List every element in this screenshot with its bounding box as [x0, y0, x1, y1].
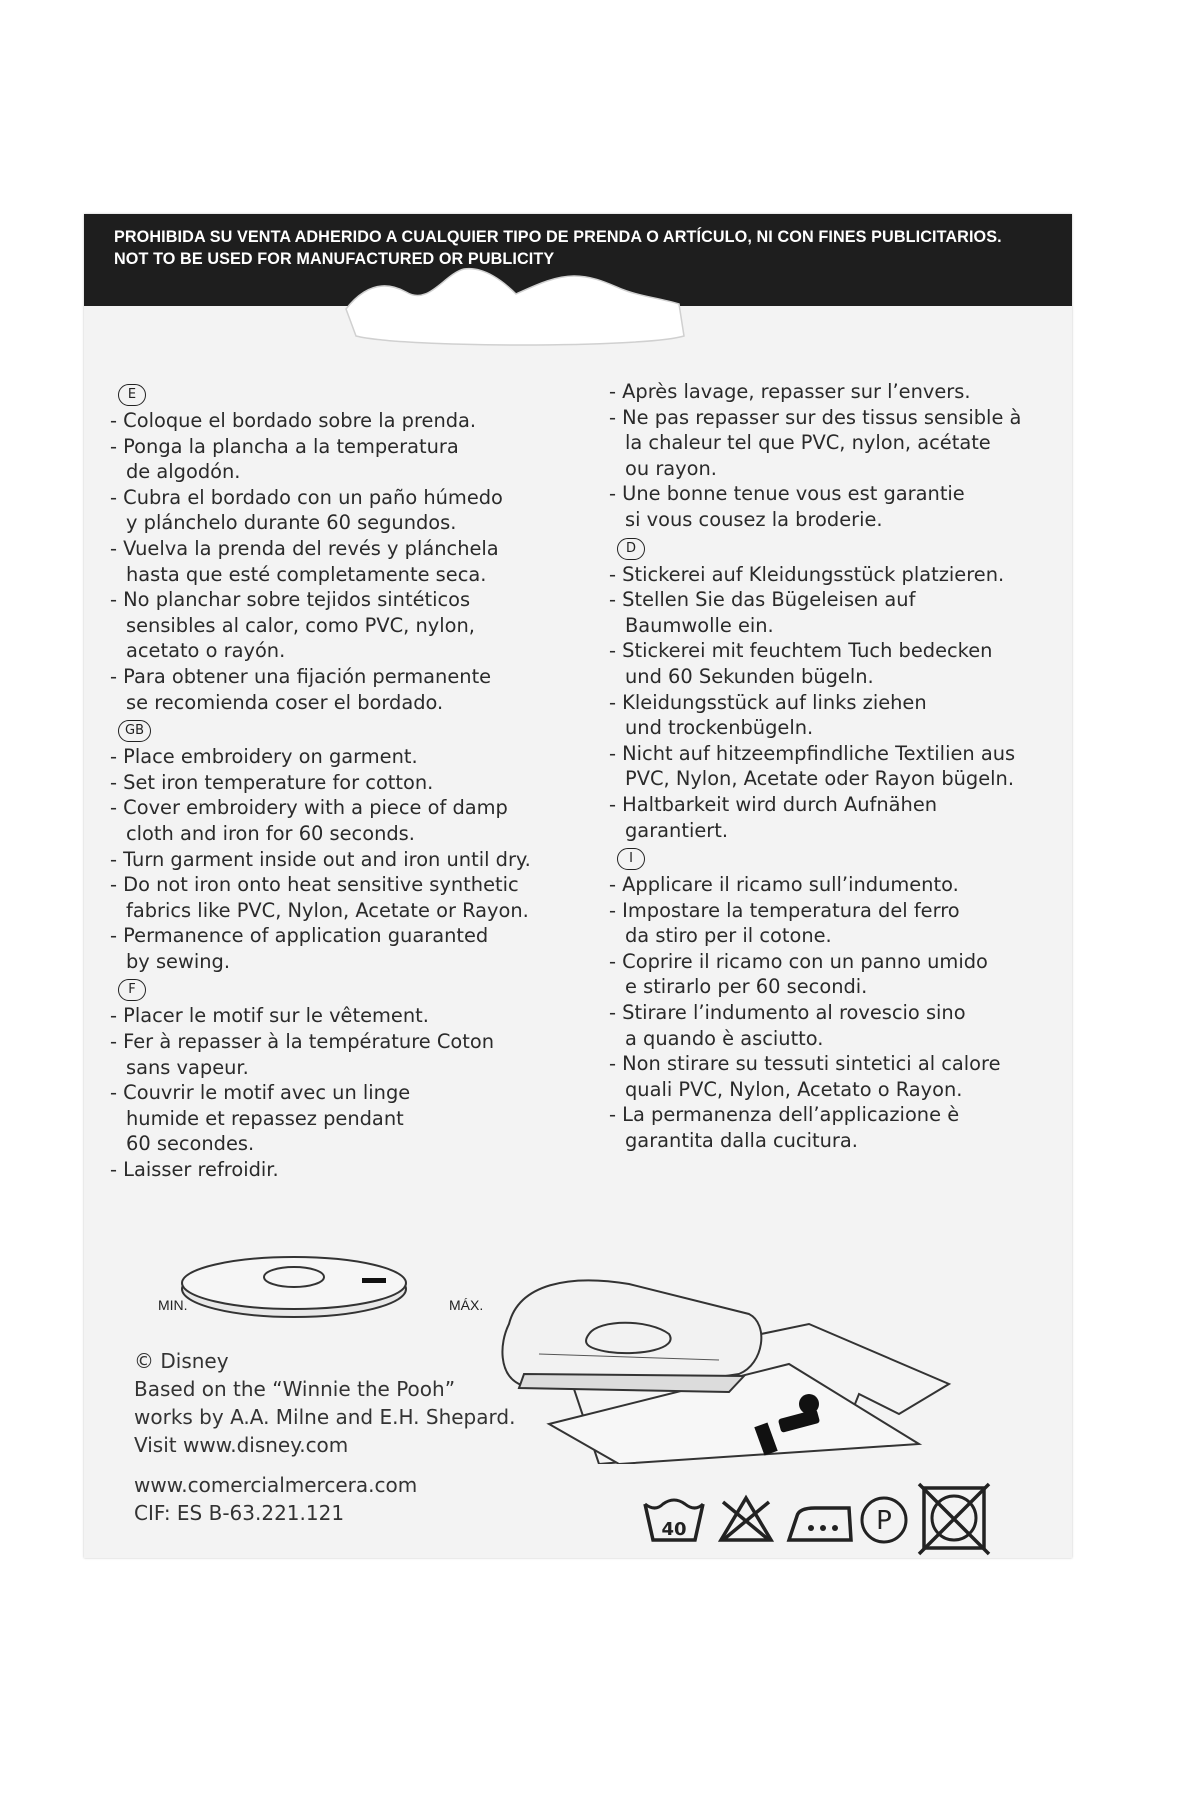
- no-bleach-icon: [721, 1498, 771, 1540]
- instruction-line: - Ne pas repasser sur des tissus sensible à: [609, 405, 1022, 429]
- instruction-line: hasta que esté completamente seca.: [126, 562, 487, 586]
- instruction-line: - Couvrir le motif avec un linge: [110, 1081, 411, 1105]
- instruction-line: garantiert.: [625, 818, 728, 842]
- ironing-illustration: [479, 1264, 969, 1464]
- banner-line-english: NOT TO BE USED FOR MANUFACTURED OR PUBLICITY: [114, 250, 555, 268]
- instruction-line: - Cubra el bordado con un paño húmedo: [110, 485, 503, 509]
- instructions-right-column: [609, 379, 1069, 1154]
- credits-block: [134, 1347, 515, 1527]
- instruction-line: - Laisser refroidir.: [110, 1158, 279, 1182]
- instruction-line: - Placer le motif sur le vêtement.: [110, 1004, 429, 1028]
- wash-40-icon: [645, 1500, 703, 1540]
- instruction-line: - Kleidungsstück auf links ziehen: [609, 690, 927, 714]
- instruction-line: 60 secondes.: [126, 1132, 255, 1156]
- instruction-line: und trockenbügeln.: [625, 716, 814, 740]
- language-badge-i: I: [617, 848, 645, 870]
- iron-dial-icon: [154, 1239, 474, 1319]
- instruction-line: - La permanenza dell’applicazione è: [609, 1103, 960, 1127]
- language-badge-gb: GB: [118, 720, 151, 742]
- instruction-line: quali PVC, Nylon, Acetato o Rayon.: [625, 1077, 963, 1101]
- instruction-line: - Permanence of application guaranted: [110, 924, 489, 948]
- instruction-line: - Turn garment inside out and iron until dry.: [110, 847, 531, 871]
- instruction-line: by sewing.: [126, 949, 230, 973]
- instruction-line: - Vuelva la prenda del revés y plánchela: [110, 536, 499, 560]
- instruction-line: - Applicare il ricamo sull’indumento.: [609, 873, 959, 897]
- instruction-line: - Para obtener una fijación permanente: [110, 664, 492, 688]
- instruction-line: - Une bonne tenue vous est garantie: [609, 482, 965, 506]
- instruction-line: garantita dalla cucitura.: [625, 1129, 858, 1153]
- cif-number: CIF: ES B-63.221.121: [134, 1501, 345, 1525]
- instruction-line: - Set iron temperature for cotton.: [110, 770, 434, 794]
- instruction-line: y plánchelo durante 60 segundos.: [126, 511, 457, 535]
- dry-clean-p-icon: [862, 1498, 906, 1542]
- instruction-line: - Impostare la temperatura del ferro: [609, 898, 960, 922]
- instruction-line: und 60 Sekunden bügeln.: [625, 664, 874, 688]
- instructions-left-column: [110, 379, 590, 1183]
- credits-line-2: works by A.A. Milne and E.H. Shepard.: [134, 1405, 516, 1429]
- company-website: www.comercialmercera.com: [134, 1473, 418, 1497]
- language-badge-d: D: [617, 538, 645, 560]
- instruction-card: [84, 214, 1072, 1558]
- svg-text:P: P: [876, 1506, 892, 1536]
- instruction-line: - No planchar sobre tejidos sintéticos: [110, 588, 471, 612]
- language-badge-e: E: [118, 384, 146, 406]
- instruction-line: cloth and iron for 60 seconds.: [126, 821, 415, 845]
- instruction-line: sensibles al calor, como PVC, nylon,: [126, 613, 475, 637]
- care-symbols: [639, 1482, 1029, 1562]
- instruction-line: de algodón.: [126, 460, 241, 484]
- instruction-line: - Coprire il ricamo con un panno umido: [609, 949, 988, 973]
- credits-line-1: Based on the “Winnie the Pooh”: [134, 1377, 456, 1401]
- instruction-line: - Stellen Sie das Bügeleisen auf: [609, 588, 916, 612]
- instruction-line: da stiro per il cotone.: [625, 924, 832, 948]
- dial-max-label: MÁX.: [449, 1297, 484, 1313]
- instruction-line: - Stickerei auf Kleidungsstück platzieren.: [609, 562, 1005, 586]
- copyright-text: © Disney: [134, 1349, 229, 1373]
- instruction-line: - Haltbarkeit wird durch Aufnähen: [609, 792, 938, 816]
- instruction-line: acetato o rayón.: [126, 639, 286, 663]
- instruction-line: a quando è asciutto.: [625, 1026, 824, 1050]
- instruction-line: - Do not iron onto heat sensitive synthetic: [110, 873, 519, 897]
- instruction-line: Baumwolle ein.: [625, 613, 774, 637]
- instruction-line: - Place embroidery on garment.: [110, 745, 418, 769]
- instruction-line: - Ponga la plancha a la temperatura: [110, 434, 459, 458]
- instruction-line: si vous cousez la broderie.: [625, 507, 883, 531]
- instruction-line: sans vapeur.: [126, 1055, 249, 1079]
- instruction-line: - Fer à repasser à la température Coton: [110, 1030, 494, 1054]
- iron-medium-icon: [789, 1508, 851, 1540]
- instruction-line: - Non stirare su tessuti sintetici al calore: [609, 1052, 1001, 1076]
- language-badge-f: F: [118, 979, 146, 1001]
- instruction-line: fabrics like PVC, Nylon, Acetate or Rayon.: [126, 898, 529, 922]
- instruction-line: PVC, Nylon, Acetate oder Rayon bügeln.: [625, 767, 1015, 791]
- hang-hole: [84, 214, 1072, 354]
- svg-text:40: 40: [661, 1519, 687, 1540]
- instruction-line: - Cover embroidery with a piece of damp: [110, 796, 508, 820]
- dial-min-label: MIN.: [158, 1297, 188, 1313]
- visit-link: Visit www.disney.com: [134, 1433, 349, 1457]
- instruction-line: - Stirare l’indumento al rovescio sino: [609, 1001, 966, 1025]
- no-tumble-dry-icon: [919, 1484, 989, 1554]
- instruction-line: la chaleur tel que PVC, nylon, acétate: [625, 431, 991, 455]
- banner-line-spanish: PROHIBIDA SU VENTA ADHERIDO A CUALQUIER TIPO DE PRENDA O ARTÍCULO, NI CON FINES PUBLICITARIOS.: [114, 228, 1002, 246]
- instruction-line: ou rayon.: [625, 456, 717, 480]
- instruction-line: - Stickerei mit feuchtem Tuch bedecken: [609, 639, 993, 663]
- instruction-line: - Nicht auf hitzeempfindliche Textilien aus: [609, 741, 1016, 765]
- instruction-line: - Coloque el bordado sobre la prenda.: [110, 409, 477, 432]
- instruction-line: - Après lavage, repasser sur l’envers.: [609, 380, 971, 403]
- instruction-line: e stirarlo per 60 secondi.: [625, 975, 868, 999]
- instruction-line: humide et repassez pendant: [126, 1106, 404, 1130]
- instruction-line: se recomienda coser el bordado.: [126, 690, 444, 714]
